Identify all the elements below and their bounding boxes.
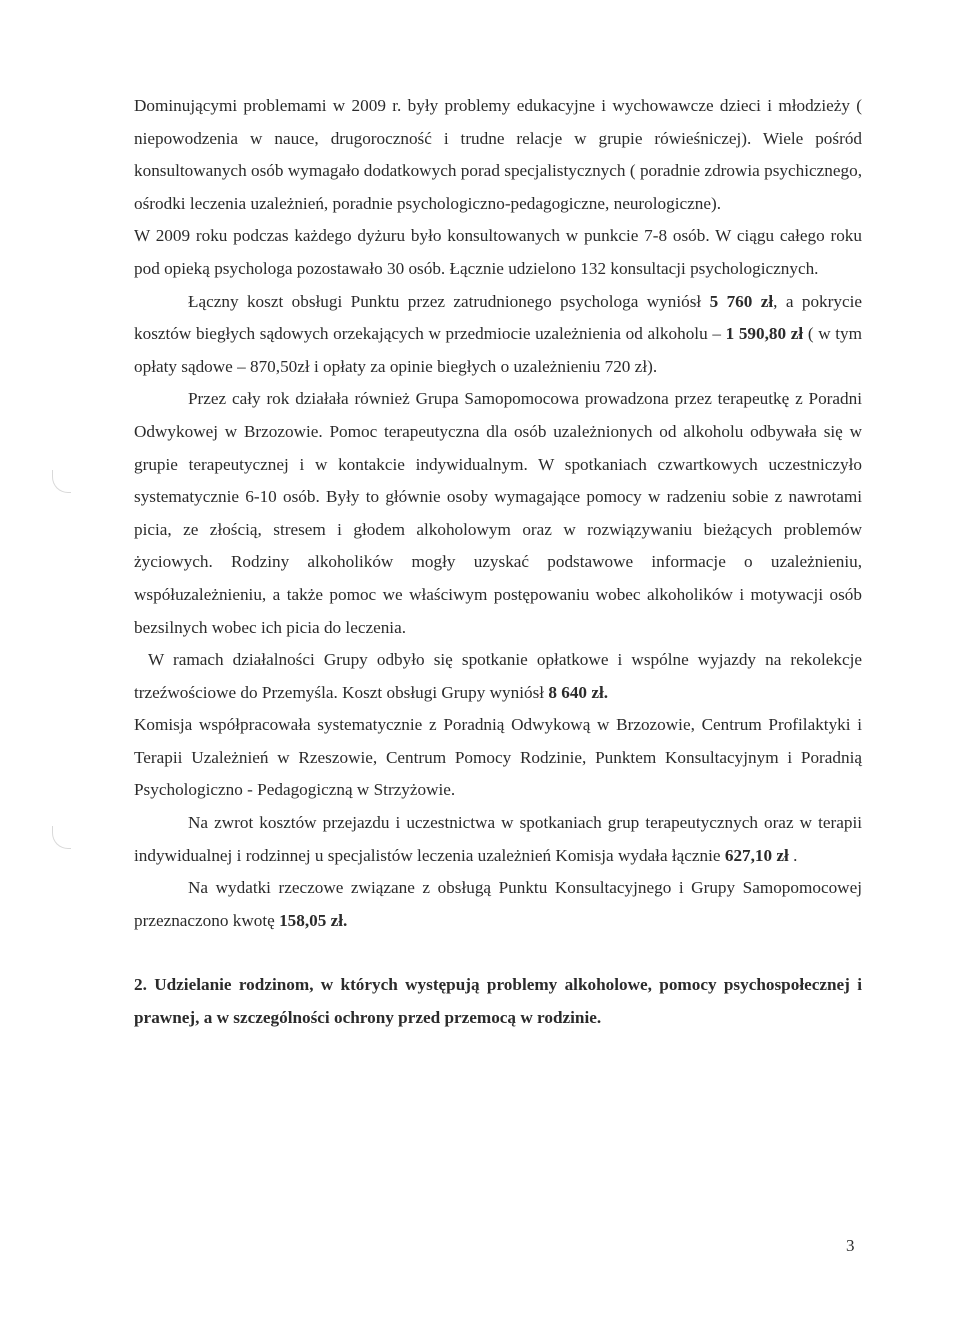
paragraph-problems: Dominującymi problemami w 2009 r. były problemy edukacyjne i wychowawcze dzieci i młodzieży ( niepowodzenia w nauce, drugoroczność i trudne relacje w grupie rówieśniczej). Wiele pośród konsultowanych osób wymagało dodatkowych porad specjalistycznych ( poradnie zdrowia psychicznego, ośrodki leczenia uzależnień, poradnie psychologiczno-pedagogiczne, neurologiczne). [134,96,862,213]
amount-psychologist: 5 760 zł [709,291,774,311]
paragraph-material-expenses [134,872,862,937]
document-body [134,90,862,1035]
paragraph-text: Na zwrot kosztów przejazdu i uczestnictwa w spotkaniach grup terapeutycznych oraz w terapii indywidualnej i rodzinnej u specjalistów leczenia uzależnień Komisja wydała łącznie [134,813,862,865]
paragraph-travel-costs [134,807,862,872]
paragraph-text: Łączny koszt obsługi Punktu przez zatrudnionego psychologa wyniósł [188,291,710,311]
paragraph-text: Na wydatki rzeczowe związane z obsługą Punktu Konsultacyjnego i Grupy Samopomocowej przeznaczono kwotę [134,878,862,930]
amount-travel: 627,10 zł [724,845,789,865]
section-heading: 2. Udzielanie rodzinom, w których występują problemy alkoholowe, pomocy psychospołecznej i prawnej, a w szczególności ochrony przed przemocą w rodzinie. [134,975,862,1028]
paragraph-consultations: W 2009 roku podczas każdego dyżuru było konsultowanych w punkcie 7-8 osób. W ciągu całego roku pod opieką psychologa pozostawało 30 osób. Łącznie udzielono 132 konsultacji psychologicznych. [134,226,862,278]
paragraph-text: , a pokrycie kosztów biegłych sądowych orzekających w przedmiocie uzależnienia od alkoholu – [134,291,863,344]
spacer [134,937,862,969]
paragraph-psychologist-cost [134,286,862,384]
paragraph-group-activities [134,644,862,709]
page-number: 3 [846,1236,855,1255]
paragraph-text: W ramach działalności Grupy odbyło się spotkanie opłatkowe i wspólne wyjazdy na rekolekcje trzeźwościowe do Przemyśla. Koszt obsługi Grupy wyniósł [134,650,862,702]
amount-experts: 1 590,80 zł [725,324,804,344]
amount-group: 8 640 zł. [548,682,609,702]
punch-hole-mark [52,470,71,493]
paragraph-text: . [788,845,798,865]
amount-material: 158,05 zł. [279,910,348,930]
paragraph-cooperation: Komisja współpracowała systematycznie z Poradnią Odwykową w Brzozowie, Centrum Profilaktyki i Terapii Uzależnień w Rzeszowie, Centrum Pomocy Rodzinie, Punktem Konsultacyjnym i Poradnią Psychologiczno - Pedagogiczną w Strzyżowie. [134,715,862,800]
paragraph-self-help-group: Przez cały rok działała również Grupa Samopomocowa prowadzona przez terapeutkę z Poradni Odwykowej w Brzozowie. Pomoc terapeutyczna dla osób uzależnionych od alkoholu odbywała się w grupie terapeutycznej i w kontakcie indywidualnym. W spotkaniach czwartkowych uczestniczyło systematycznie 6-10 osób. Były to głównie osoby wymagające pomocy w radzeniu sobie z nawrotami picia, ze złością, stresem i głodem alkoholowym oraz w rozwiązywaniu bieżących problemów życiowych. Rodziny alkoholików mogły uzyskać podstawowe informacje o uzależnieniu, współuzależnieniu, a także pomoc we właściwym postępowaniu wobec alkoholików i motywacji osób bezsilnych wobec ich picia do leczenia. [134,389,862,637]
paragraph-text: ( w tym opłaty sądowe – 870,50zł i opłaty za opinie biegłych o uzależnieniu 720 zł). [134,324,862,376]
punch-hole-mark [52,826,71,849]
